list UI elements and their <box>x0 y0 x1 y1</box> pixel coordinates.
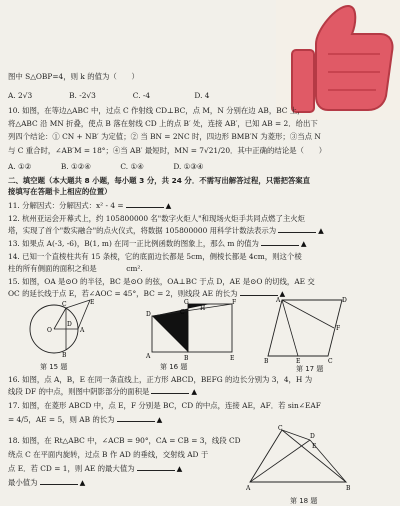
text-line-14: 柱的所有侧面的面积之和是 cm². <box>8 264 143 273</box>
svg-text:A: A <box>146 353 151 360</box>
text-line-11: 塔，实现了首个"数实融合"的点火仪式，将数据 105800000 用科学计数法表示为 ▲ <box>8 226 324 235</box>
figure-17-label: 第 17 题 <box>296 365 324 373</box>
thumbs-up-icon <box>276 0 400 120</box>
figure-17 <box>262 294 352 366</box>
figure-18-label: 第 18 题 <box>290 497 318 505</box>
text-line-7: 二、填空题（本大题共 8 小题，每小题 3 分，共 24 分．不需写出解答过程，只需把答案直 <box>8 176 311 185</box>
text-line-0: 图中 S△OBP=4，则 k 的值为（ ） <box>8 72 139 81</box>
svg-text:F: F <box>336 325 341 332</box>
text-line-3: 将△ABC 沿 MN 折叠，使点 B 落在射线 CD 上的点 B′ 处，连接 AB′，已知 AB = 2．给出下 <box>8 119 318 128</box>
svg-text:B: B <box>62 352 67 359</box>
triangle-marker-icon: ▲ <box>279 289 286 298</box>
svg-text:A: A <box>80 327 85 334</box>
svg-text:C: C <box>328 358 333 365</box>
text-line-13: 14. 已知一个直棱柱共有 15 条棱，它的底面边长都是 5cm，侧棱长都是 4cm，则这个棱 <box>8 252 302 261</box>
triangle-marker-icon: ▲ <box>79 478 86 487</box>
svg-text:O: O <box>47 327 52 334</box>
svg-text:C: C <box>62 301 67 308</box>
svg-text:E: E <box>312 443 317 450</box>
text-line-22: 绕点 C 在平面内旋转，过点 B 作 AD 的垂线，交射线 AD 于 <box>8 450 209 459</box>
figure-15 <box>14 296 106 366</box>
svg-text:G: G <box>184 299 189 306</box>
text-line-9: 11. 分解因式：分解因式：x² - 4 = ▲ <box>8 201 172 210</box>
triangle-marker-icon: ▲ <box>165 201 172 210</box>
answer-blank[interactable] <box>117 415 155 422</box>
answer-blank[interactable] <box>261 239 299 246</box>
svg-text:H: H <box>200 305 206 312</box>
text-line-16: OC 的延长线于点 E，若∠AOC = 45°，BC = 2，则线段 AE 的长为 ▲ <box>8 289 286 298</box>
triangle-marker-icon: ▲ <box>176 464 183 473</box>
svg-text:A: A <box>276 297 281 304</box>
figure-15-label: 第 15 题 <box>40 363 68 371</box>
answer-blank[interactable] <box>278 226 316 233</box>
answer-blank[interactable] <box>151 387 189 394</box>
text-line-20: = 4/5，AE = 5，则 AB 的长为 ▲ <box>8 415 163 424</box>
figure-16-label: 第 16 题 <box>160 363 188 371</box>
text-line-19: 17. 如图，在菱形 ABCD 中，点 E，F 分别是 BC，CD 的中点，连接 AE，AF．若 sin∠EAF <box>8 401 321 410</box>
svg-text:B: B <box>184 355 189 362</box>
figure-16 <box>140 296 240 366</box>
answer-blank[interactable] <box>126 201 164 208</box>
svg-text:D: D <box>146 311 151 318</box>
text-line-18: 线段 DF 的中点，则图中阴影部分的面积是 ▲ <box>8 387 198 396</box>
svg-text:C: C <box>180 309 185 316</box>
text-line-10: 12. 杭州亚运会开幕式上，约 105800000 名"数字火炬人"和现场火炬手共同点燃了主火炬 <box>8 214 306 223</box>
text-line-12: 13. 如果点 A(-3, -6)，B(1, m) 在同一正比例函数的图象上，那么 m 的值为 ▲ <box>8 239 307 248</box>
figure-18 <box>246 424 356 496</box>
text-line-8: 接填写在答题卡上相应的位置） <box>8 187 112 196</box>
svg-text:B: B <box>346 485 351 492</box>
text-line-2: 10. 如图，在等边△ABC 中，过点 C 作射线 CD⊥BC，点 M，N 分别在边 AB，BC 上， <box>8 106 305 115</box>
svg-text:B: B <box>264 358 269 365</box>
triangle-marker-icon: ▲ <box>318 226 324 235</box>
svg-text:D: D <box>67 321 72 328</box>
svg-text:E: E <box>90 299 95 306</box>
svg-text:C: C <box>278 425 283 432</box>
text-line-5: 与 C 重合时，∠AB′M = 18°；④当 AB′ 最短时，MN = 7√21/20．其中正确的结论是（ ） <box>8 146 327 155</box>
text-line-6: A. ①② B. ①②④ C. ①④ D. ①③④ <box>8 162 204 171</box>
text-line-23: 点 E．若 CD = 1，则 AE 的最大值为 ▲ <box>8 464 183 473</box>
svg-text:F: F <box>232 299 237 306</box>
triangle-marker-icon: ▲ <box>191 387 198 396</box>
text-line-24: 最小值为 ▲ <box>8 478 86 487</box>
svg-text:E: E <box>296 358 301 365</box>
text-line-21: 18. 如图，在 Rt△ABC 中，∠ACB = 90°，CA = CB = 3，线段 CD <box>8 436 241 445</box>
text-line-1: A. 2√3 B. -2√3 C. -4 D. 4 <box>8 91 210 100</box>
svg-text:D: D <box>342 297 347 304</box>
answer-blank[interactable] <box>40 478 78 485</box>
svg-text:D: D <box>310 433 315 440</box>
svg-text:E: E <box>230 355 235 362</box>
text-line-15: 15. 如图，OA 是⊙O 的半径，BC 是⊙O 的弦，OA⊥BC 于点 D，AE 是⊙O 的切线，AE 交 <box>8 277 315 286</box>
svg-text:A: A <box>246 485 251 492</box>
text-line-17: 16. 如图，点 A，B，E 在同一条直线上，正方形 ABCD，BEFG 的边长分别为 3，4，H 为 <box>8 375 313 384</box>
text-line-4: 列四个结论：① CN + NB′ 为定值；② 当 BN = 2NC 时，四边形 BMB′N 为菱形；③当点 N <box>8 132 321 141</box>
answer-blank[interactable] <box>137 464 175 471</box>
triangle-marker-icon: ▲ <box>300 239 307 248</box>
triangle-marker-icon: ▲ <box>156 415 163 424</box>
